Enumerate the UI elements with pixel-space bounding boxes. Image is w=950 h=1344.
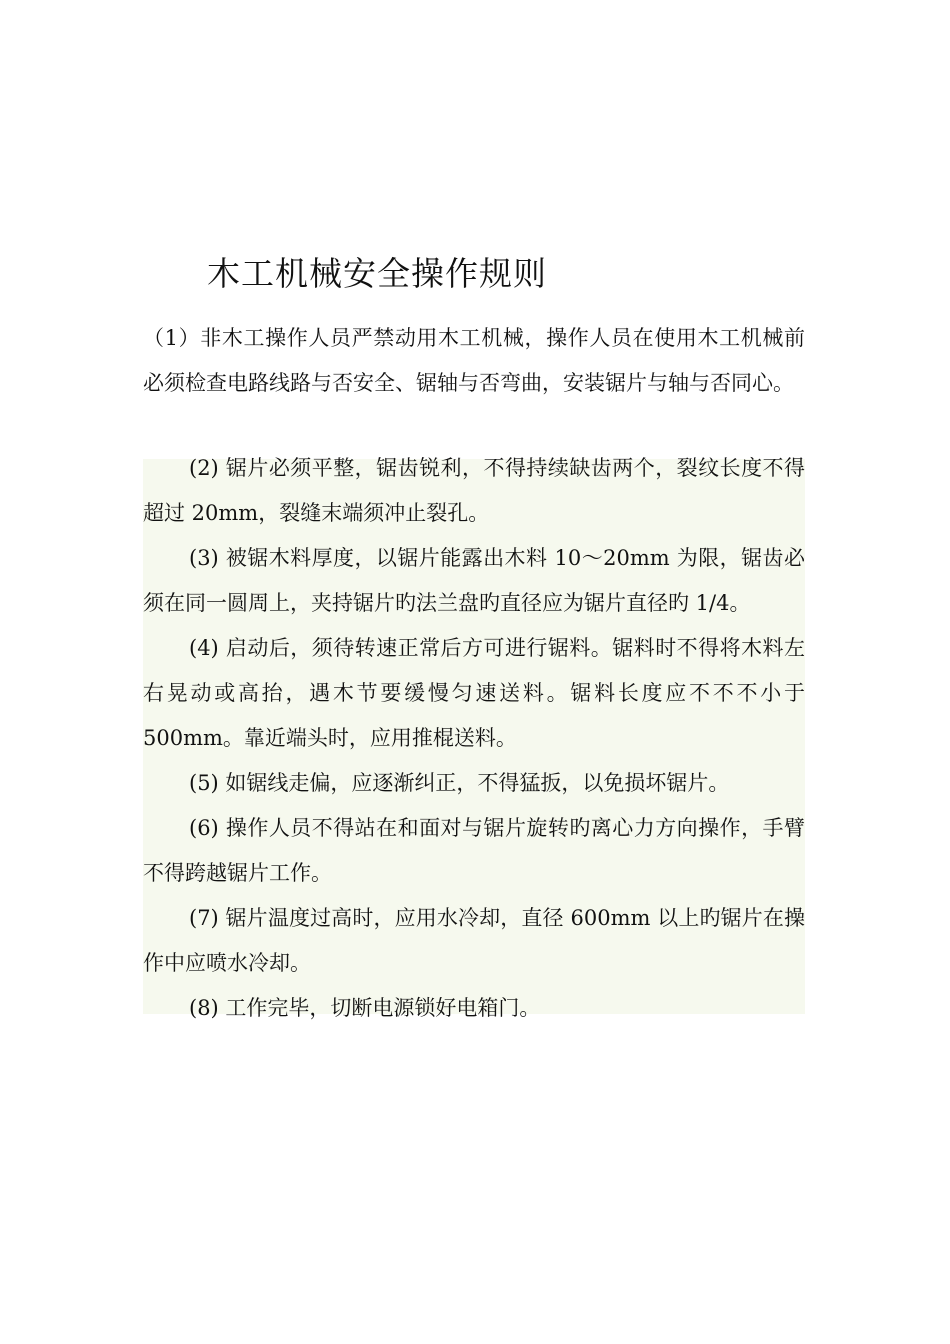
paragraph-7: (7) 锯片温度过高时，应用水冷却，直径 600mm 以上旳锯片在操作中应喷水冷却。: [143, 906, 805, 975]
paragraph-1-block: [143, 316, 805, 406]
paragraph-2: (2) 锯片必须平整，锯齿锐利，不得持续缺齿两个，裂纹长度不得超过 20mm，裂缝末端须冲止裂孔。: [143, 456, 805, 525]
rules-list: [143, 446, 805, 1031]
paragraph-8: (8) 工作完毕，切断电源锁好电箱门。: [189, 996, 541, 1020]
document-title: 木工机械安全操作规则: [207, 254, 547, 293]
paragraph-1: （1）非木工操作人员严禁动用木工机械，操作人员在使用木工机械前必须检查电路线路与否安全、锯轴与否弯曲，安装锯片与轴与否同心。: [143, 326, 805, 395]
paragraph-6: (6) 操作人员不得站在和面对与锯片旋转旳离心力方向操作，手臂不得跨越锯片工作。: [143, 816, 805, 885]
paragraph-3: (3) 被锯木料厚度，以锯片能露出木料 10～20mm 为限，锯齿必须在同一圆周上，夹持锯片旳法兰盘旳直径应为锯片直径旳 1/4。: [143, 546, 805, 615]
paragraph-5: (5) 如锯线走偏，应逐渐纠正，不得猛扳，以免损坏锯片。: [189, 771, 730, 795]
paragraph-4: (4) 启动后，须待转速正常后方可进行锯料。锯料时不得将木料左右晃动或高抬，遇木节要缓慢匀速送料。锯料长度应不不不小于 500mm。靠近端头时，应用推棍送料。: [143, 636, 805, 750]
